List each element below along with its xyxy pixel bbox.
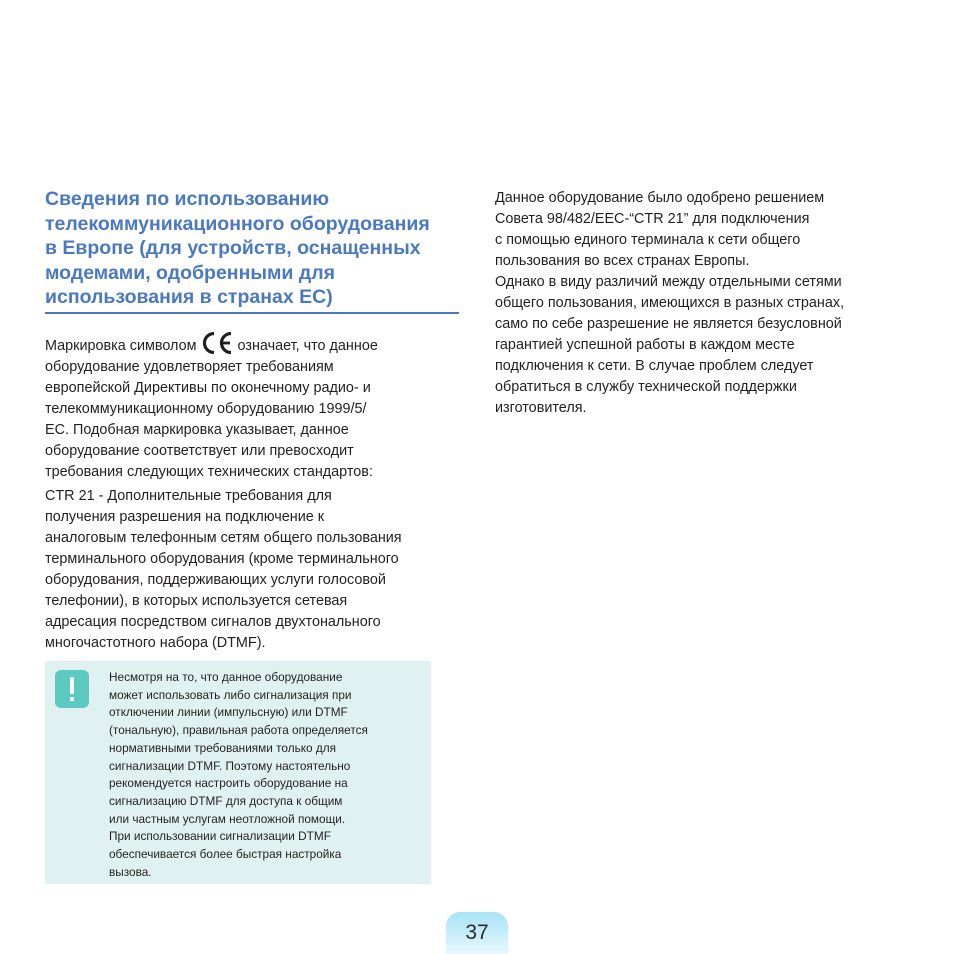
note-line: При использовании сигнализации DTMF xyxy=(109,829,331,844)
note-line: отключении линии (импульсную) или DTMF xyxy=(109,705,348,720)
paragraph-line: Однако в виду различий между отдельными сетями xyxy=(495,274,842,290)
paragraph-line: пользования во всех странах Европы. xyxy=(495,253,750,269)
paragraph-line: оборудование соответствует или превосходит xyxy=(45,443,354,459)
heading-line: использования в странах ЕС) xyxy=(45,286,333,308)
paragraph-line: подключения к сети. В случае проблем следует xyxy=(495,358,814,374)
heading-line: телекоммуникационного оборудования xyxy=(45,212,430,235)
paragraph-line: само по себе разрешение не является безусловной xyxy=(495,316,842,332)
heading-line: модемами, одобренными для xyxy=(45,261,335,284)
paragraph-line: с помощью единого терминала к сети общего xyxy=(495,232,801,248)
paragraph-line: оборудование удовлетворяет требованиям xyxy=(45,359,334,375)
note-line: (тональную), правильная работа определяется xyxy=(109,723,368,738)
paragraph-line: получения разрешения на подключение к xyxy=(45,509,325,525)
paragraph-line: аналоговым телефонным сетям общего пользования xyxy=(45,530,402,546)
ce-mark-icon xyxy=(200,331,234,355)
paragraph-line: Совета 98/482/EEC-“CTR 21” для подключения xyxy=(495,211,810,227)
paragraph-line: многочастотного набора (DTMF). xyxy=(45,635,266,651)
note-line: обеспечивается более быстрая настройка xyxy=(109,847,342,862)
note-line: вызова. xyxy=(109,864,152,879)
text-after-ce-mark: означает, что данное xyxy=(237,338,378,354)
note-line: или частным услугам неотложной помощи. xyxy=(109,811,346,826)
text-before-ce-mark: Маркировка символом xyxy=(45,338,197,354)
note-line: сигнализацию DTMF для доступа к общим xyxy=(109,793,343,808)
note-line: Несмотря на то, что данное оборудование xyxy=(109,670,343,684)
paragraph-line xyxy=(45,331,378,357)
paragraph-line: CTR 21 - Дополнительные требования для xyxy=(45,488,332,504)
ctr21-paragraph xyxy=(45,486,402,654)
note-line: сигнализации DTMF. Поэтому настоятельно xyxy=(109,758,351,773)
ce-marking-paragraph xyxy=(45,331,378,483)
paragraph-line: терминального оборудования (кроме терминального xyxy=(45,551,399,567)
paragraph-line: европейской Директивы по оконечному радио- и xyxy=(45,380,371,396)
paragraph-line: изготовителя. xyxy=(495,400,587,416)
paragraph-line: адресация посредством сигналов двухтонального xyxy=(45,614,381,630)
note-line: рекомендуется настроить оборудование на xyxy=(109,776,348,791)
heading-line: Сведения по использованию xyxy=(45,188,330,210)
paragraph-line: общего пользования, имеющихся в разных странах, xyxy=(495,295,845,311)
approval-paragraph xyxy=(495,188,844,419)
page-number: 37 xyxy=(446,912,508,954)
heading-line: в Европе (для устройств, оснащенных xyxy=(45,237,421,259)
paragraph-line: ЕС. Подобная маркировка указывает, данное xyxy=(45,422,349,438)
paragraph-line: оборудования, поддерживающих услуги голосовой xyxy=(45,572,386,588)
heading-divider xyxy=(45,312,459,314)
paragraph-line: требования следующих технических стандартов: xyxy=(45,464,373,480)
section-heading xyxy=(45,187,465,310)
paragraph-line: гарантией успешной работы в каждом месте xyxy=(495,337,795,353)
note-line: может использовать либо сигнализация при xyxy=(109,687,352,702)
paragraph-line: телефонии), в которых используется сетевая xyxy=(45,593,348,609)
paragraph-line: телекоммуникационному оборудованию 1999/5/ xyxy=(45,401,367,417)
note-line: нормативными требованиями только для xyxy=(109,740,337,755)
paragraph-line: Данное оборудование было одобрено решением xyxy=(495,190,825,206)
note-text xyxy=(109,669,368,881)
caution-note xyxy=(45,661,431,884)
paragraph-line: обратиться в службу технической поддержки xyxy=(495,379,797,395)
exclamation-icon xyxy=(55,670,89,708)
